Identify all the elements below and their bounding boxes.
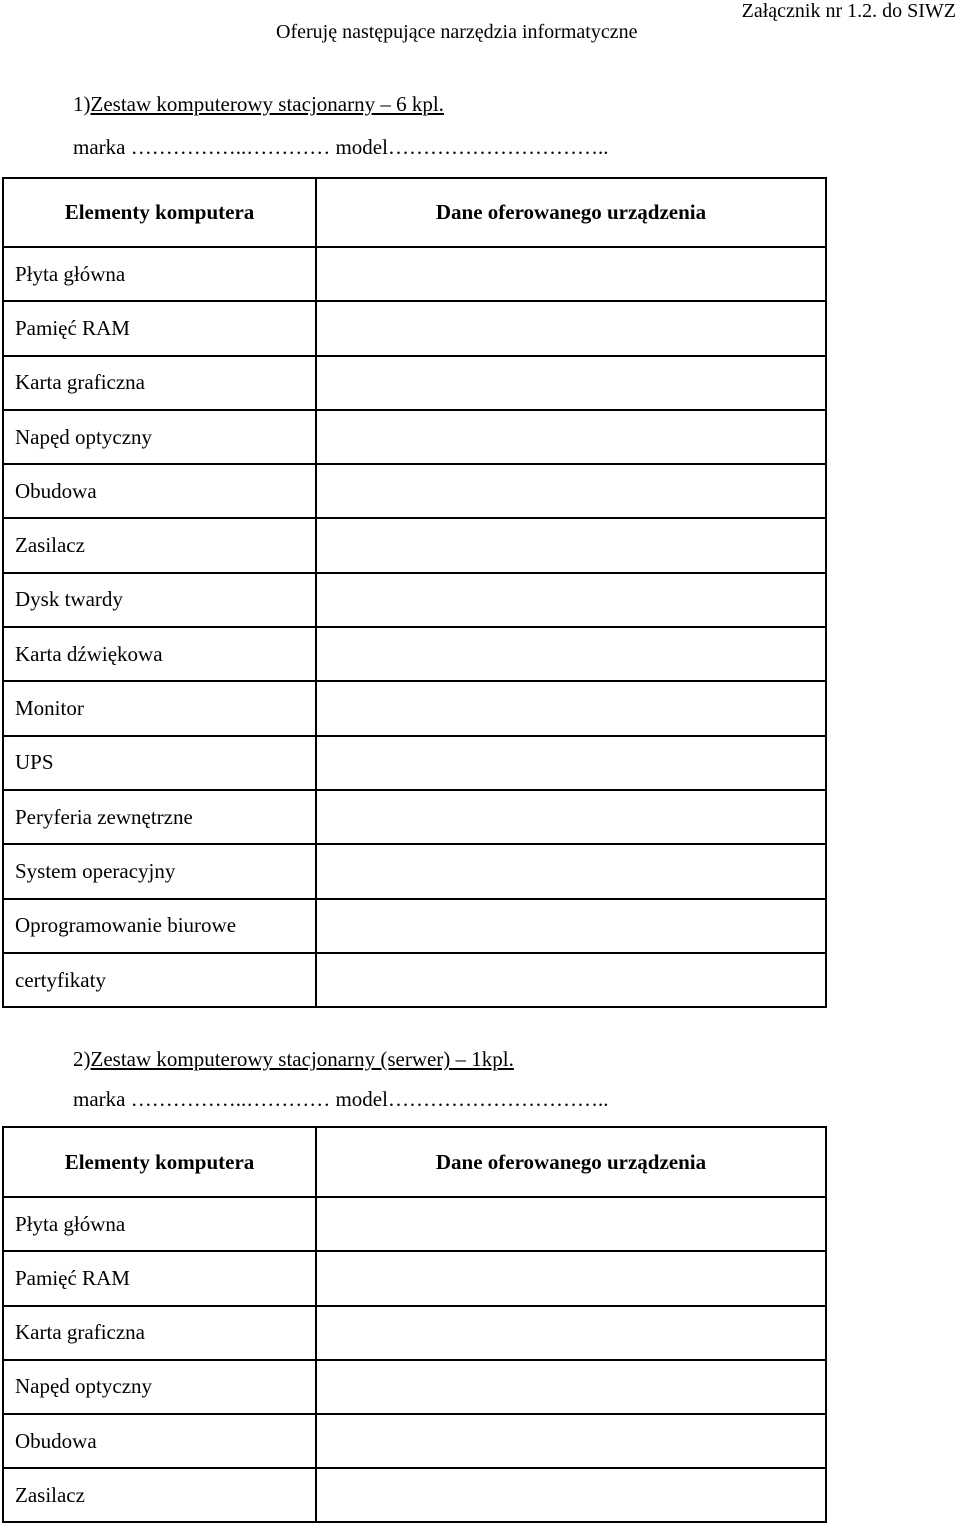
row-label: Oprogramowanie biurowe	[3, 899, 316, 953]
row-label: Peryferia zewnętrzne	[3, 790, 316, 844]
row-label: Dysk twardy	[3, 573, 316, 627]
row-value-field[interactable]	[316, 736, 826, 790]
row-value-field[interactable]	[316, 356, 826, 410]
table-row	[3, 247, 826, 301]
row-label: Napęd optyczny	[3, 1360, 316, 1414]
row-label: System operacyjny	[3, 844, 316, 898]
row-value-field[interactable]	[316, 247, 826, 301]
table-row	[3, 410, 826, 464]
section-1-table	[2, 177, 827, 1008]
row-value-field[interactable]	[316, 627, 826, 681]
section-2-title	[73, 1047, 514, 1072]
row-label: Obudowa	[3, 1414, 316, 1468]
row-value-field[interactable]	[316, 899, 826, 953]
table-row	[3, 1360, 826, 1414]
row-value-field[interactable]	[316, 464, 826, 518]
table-row	[3, 301, 826, 355]
row-value-field[interactable]	[316, 301, 826, 355]
table-row	[3, 573, 826, 627]
row-label: Zasilacz	[3, 1468, 316, 1522]
table-row	[3, 518, 826, 572]
row-value-field[interactable]	[316, 844, 826, 898]
table-row	[3, 464, 826, 518]
section-2-table	[2, 1126, 827, 1523]
row-label: certyfikaty	[3, 953, 316, 1007]
row-label: Zasilacz	[3, 518, 316, 572]
row-value-field[interactable]	[316, 518, 826, 572]
row-label: UPS	[3, 736, 316, 790]
section-2-brand-model-line[interactable]: marka ……………..………… model…………………………..	[73, 1087, 609, 1111]
section-1-title	[73, 92, 444, 117]
page-title: Oferuję następujące narzędzia informatyczne	[276, 21, 638, 43]
row-value-field[interactable]	[316, 953, 826, 1007]
table-row	[3, 1251, 826, 1305]
table-row	[3, 1414, 826, 1468]
table-row	[3, 844, 826, 898]
table-row	[3, 953, 826, 1007]
section-2-title-text: Zestaw komputerowy stacjonarny (serwer) – 1kpl.	[90, 1047, 514, 1071]
row-value-field[interactable]	[316, 1306, 826, 1360]
table-row	[3, 899, 826, 953]
table-row	[3, 790, 826, 844]
row-label: Pamięć RAM	[3, 1251, 316, 1305]
table-row	[3, 736, 826, 790]
attachment-note: Załącznik nr 1.2. do SIWZ	[741, 0, 956, 22]
row-label: Pamięć RAM	[3, 301, 316, 355]
table-row	[3, 356, 826, 410]
table-row	[3, 627, 826, 681]
section-1-brand-model-line[interactable]: marka ……………..………… model…………………………..	[73, 135, 609, 159]
row-value-field[interactable]	[316, 681, 826, 735]
table-header-row	[3, 178, 826, 247]
row-value-field[interactable]	[316, 1251, 826, 1305]
row-value-field[interactable]	[316, 1468, 826, 1522]
row-label: Karta graficzna	[3, 1306, 316, 1360]
column-header-offered-data: Dane oferowanego urządzenia	[316, 1127, 826, 1197]
table-row	[3, 681, 826, 735]
table-header-row	[3, 1127, 826, 1197]
column-header-elements: Elementy komputera	[3, 178, 316, 247]
table-row	[3, 1468, 826, 1522]
table-row	[3, 1197, 826, 1251]
row-label: Karta graficzna	[3, 356, 316, 410]
row-label: Napęd optyczny	[3, 410, 316, 464]
column-header-offered-data: Dane oferowanego urządzenia	[316, 178, 826, 247]
row-value-field[interactable]	[316, 1197, 826, 1251]
row-value-field[interactable]	[316, 410, 826, 464]
row-label: Karta dźwiękowa	[3, 627, 316, 681]
section-2-number: 2)	[73, 1047, 91, 1071]
row-label: Obudowa	[3, 464, 316, 518]
row-label: Płyta główna	[3, 1197, 316, 1251]
column-header-elements: Elementy komputera	[3, 1127, 316, 1197]
table-row	[3, 1306, 826, 1360]
row-value-field[interactable]	[316, 1360, 826, 1414]
section-1-number: 1)	[73, 92, 91, 116]
row-value-field[interactable]	[316, 1414, 826, 1468]
row-label: Płyta główna	[3, 247, 316, 301]
section-1-title-text: Zestaw komputerowy stacjonarny – 6 kpl.	[90, 92, 444, 116]
row-value-field[interactable]	[316, 790, 826, 844]
row-value-field[interactable]	[316, 573, 826, 627]
row-label: Monitor	[3, 681, 316, 735]
